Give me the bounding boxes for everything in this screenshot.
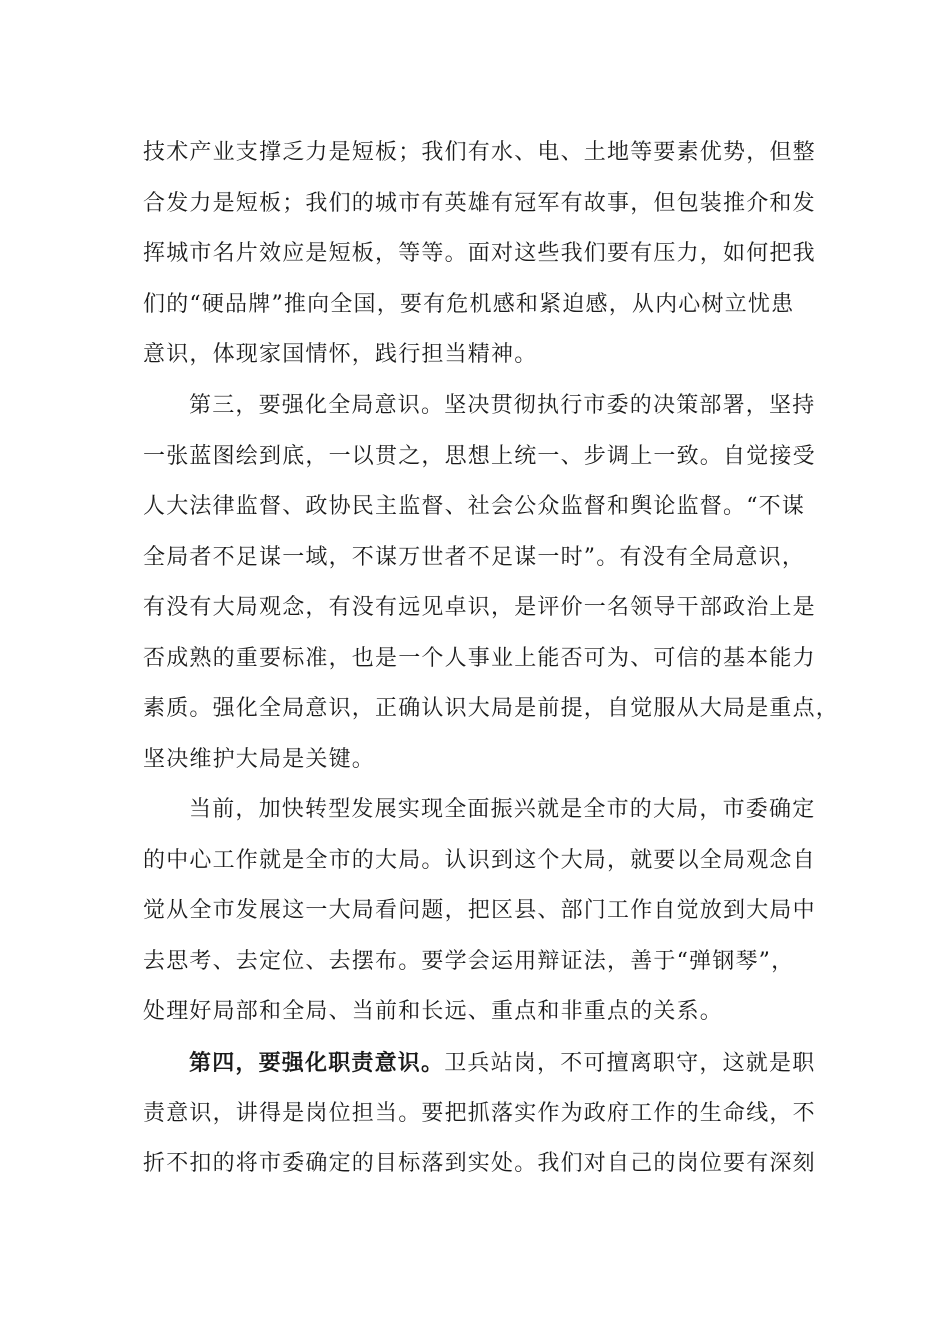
text-line — [143, 1038, 823, 1089]
text-line: 责意识，讲得是岗位担当。要把抓落实作为政府工作的生命线，不 — [143, 1100, 816, 1126]
paragraph-third-point — [143, 381, 840, 785]
paragraph-continuation — [143, 128, 823, 381]
text-line: 觉从全市发展这一大局看问题，把区县、部门工作自觉放到大局中 — [143, 898, 816, 923]
text-line: 当前，加快转型发展实现全面振兴就是全市的大局，市委确定 — [189, 797, 816, 822]
bold-heading: 第四，要强化职责意识。 — [189, 1050, 445, 1076]
text-line: 第三，要强化全局意识。坚决贯彻执行市委的决策部署，坚持 — [189, 393, 816, 418]
text-line: 素质。强化全局意识，正确认识大局是前提，自觉服从大局是重点， — [143, 696, 840, 721]
text-line: 挥城市名片效应是短板，等等。面对这些我们要有压力，如何把我 — [143, 241, 816, 266]
text-line: 意识，体现家国情怀，践行担当精神。 — [143, 342, 538, 367]
text-line: 全局者不足谋一域，不谋万世者不足谋一时”。有没有全局意识， — [143, 544, 806, 570]
text-line: 坚决维护大局是关键。 — [143, 746, 376, 772]
text-line: 有没有大局观念，有没有远见卓识，是评价一名领导干部政治上是 — [143, 595, 816, 620]
text-line: 一张蓝图绘到底，一以贯之，思想上统一、步调上一致。自觉接受 — [143, 443, 816, 469]
text-line: 技术产业支撑乏力是短板；我们有水、电、土地等要素优势，但整 — [143, 140, 816, 165]
text-line: 处理好局部和全局、当前和长远、重点和非重点的关系。 — [143, 999, 724, 1024]
text-line: 的中心工作就是全市的大局。认识到这个大局，就要以全局观念自 — [143, 847, 816, 873]
text-line: 人大法律监督、政协民主监督、社会公众监督和舆论监督。“不谋 — [143, 494, 806, 519]
text-line: 们的“硬品牌”推向全国，要有危机感和紧迫感，从内心树立忧患 — [143, 291, 795, 317]
text-line: 否成熟的重要标准，也是一个人事业上能否可为、可信的基本能力 — [143, 645, 816, 671]
text-line: 合发力是短板；我们的城市有英雄有冠军有故事，但包装推介和发 — [143, 190, 816, 216]
paragraph-current-situation — [143, 785, 823, 1038]
text-run: 卫兵站岗，不可擅离职守，这就是职 — [444, 1051, 816, 1076]
paragraph-fourth-point — [143, 1038, 823, 1190]
text-line: 折不扣的将市委确定的目标落到实处。我们对自己的岗位要有深刻 — [143, 1151, 816, 1176]
text-line: 去思考、去定位、去摆布。要学会运用辩证法，善于“弹钢琴”， — [143, 948, 795, 974]
